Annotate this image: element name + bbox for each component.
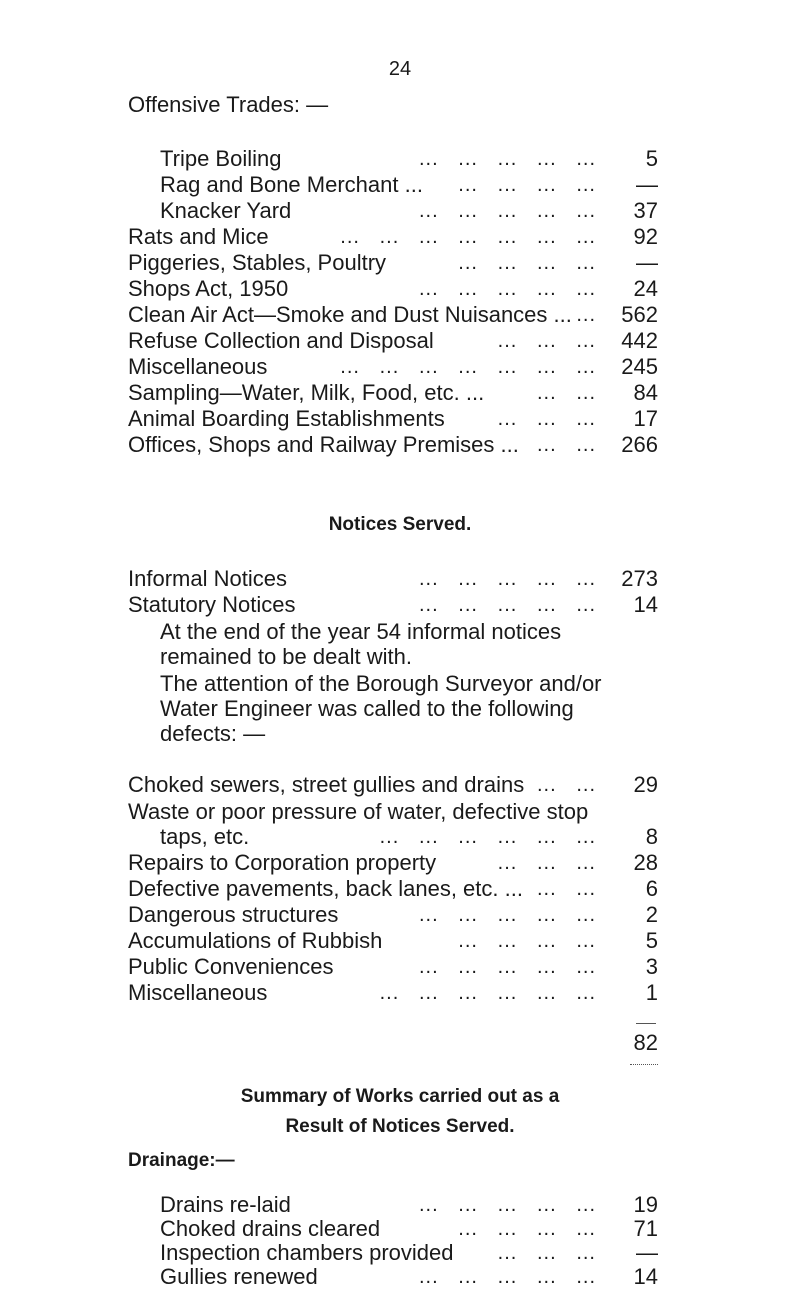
- total-rule-top: [636, 1023, 656, 1024]
- item-value: 5: [645, 928, 658, 953]
- item-value: 84: [633, 380, 658, 405]
- leader-dots: ... ... ...: [497, 330, 596, 352]
- page-number: 24: [388, 58, 412, 80]
- leader-dots: ... ... ... ... ...: [418, 200, 596, 222]
- item-value: 29: [633, 772, 658, 797]
- item-value: 71: [633, 1216, 658, 1241]
- waste-line: Waste or poor pressure of water, defective stop: [128, 799, 589, 824]
- item-value: 92: [633, 224, 658, 249]
- item-value: 442: [621, 328, 658, 353]
- leader-dots: ... ... ... ... ... ...: [379, 982, 596, 1004]
- item-label: Informal Notices: [128, 566, 287, 591]
- item-label: Inspection chambers provided: [160, 1240, 454, 1265]
- summary-title-line2: Result of Notices Served.: [285, 1116, 515, 1137]
- list-item: [128, 590, 658, 620]
- item-label: Offices, Shops and Railway Premises ...: [128, 432, 519, 457]
- leader-dots: ... ... ... ... ... ... ...: [340, 226, 596, 248]
- item-label: Drains re-laid: [160, 1192, 291, 1217]
- item-label: Choked drains cleared: [160, 1216, 381, 1241]
- attention-paragraph: The attention of the Borough Surveyor and/or Water Engineer was called to the following defects: —: [160, 671, 602, 746]
- item-label: Dangerous structures: [128, 902, 339, 927]
- list-item: [160, 1262, 658, 1292]
- drainage-heading: Drainage:—: [128, 1150, 235, 1171]
- item-value: 19: [633, 1192, 658, 1217]
- item-value: —: [636, 250, 658, 275]
- leader-dots: ... ... ...: [497, 852, 596, 874]
- leader-dots: ... ... ...: [497, 408, 596, 430]
- item-value: —: [636, 172, 658, 197]
- item-value: 273: [621, 566, 658, 591]
- item-value: 2: [645, 902, 658, 927]
- leader-dots: ... ... ... ... ...: [418, 278, 596, 300]
- item-value: 17: [633, 406, 658, 431]
- item-label: Sampling—Water, Milk, Food, etc. ...: [128, 380, 485, 405]
- item-label: Knacker Yard: [160, 198, 292, 223]
- leader-dots: ... ... ... ... ... ...: [379, 826, 596, 848]
- total-value: 82: [633, 1030, 658, 1055]
- item-value: 266: [621, 432, 658, 457]
- leader-dots: ... ... ... ... ... ... ...: [340, 356, 596, 378]
- item-label: Tripe Boiling: [160, 146, 282, 171]
- item-label: Shops Act, 1950: [128, 276, 289, 301]
- leader-dots: ... ... ... ... ...: [418, 148, 596, 170]
- item-label: Piggeries, Stables, Poultry: [128, 250, 387, 275]
- notices-title: Notices Served.: [328, 514, 472, 535]
- leader-dots: ... ...: [536, 878, 596, 900]
- item-label: Choked sewers, street gullies and drains: [128, 772, 525, 797]
- item-value: 6: [645, 876, 658, 901]
- leader-dots: ... ... ... ...: [458, 1218, 596, 1240]
- item-label: Statutory Notices: [128, 592, 296, 617]
- item-label: Refuse Collection and Disposal: [128, 328, 434, 353]
- item-value: 14: [633, 1264, 658, 1289]
- item-value: —: [636, 1240, 658, 1265]
- leader-dots: ... ... ... ...: [458, 930, 596, 952]
- leader-dots: ... ...: [536, 774, 596, 796]
- item-value: 245: [621, 354, 658, 379]
- item-label: Rag and Bone Merchant ...: [160, 172, 423, 197]
- leader-dots: ... ... ... ... ...: [418, 1194, 596, 1216]
- leader-dots: ... ... ... ... ...: [418, 594, 596, 616]
- item-value: 5: [645, 146, 658, 171]
- summary-title-line1: Summary of Works carried out as a: [240, 1086, 560, 1107]
- item-value: 14: [633, 592, 658, 617]
- offensive-trades-heading: Offensive Trades: —: [128, 92, 329, 117]
- item-value: 37: [633, 198, 658, 223]
- item-value: 24: [633, 276, 658, 301]
- item-label: Clean Air Act—Smoke and Dust Nuisances ...: [128, 302, 572, 327]
- total-rule-bottom: [630, 1064, 658, 1065]
- item-value: 28: [633, 850, 658, 875]
- leader-dots: ... ... ... ...: [458, 174, 596, 196]
- list-item: [128, 770, 658, 800]
- item-label: Animal Boarding Establishments: [128, 406, 445, 431]
- item-label: taps, etc.: [160, 824, 250, 849]
- leader-dots: ...: [576, 304, 596, 326]
- item-value: 1: [645, 980, 658, 1005]
- item-label: Miscellaneous: [128, 980, 268, 1005]
- informal-notices-paragraph: At the end of the year 54 informal notices remained to be dealt with.: [160, 619, 562, 669]
- item-label: Repairs to Corporation property: [128, 850, 437, 875]
- item-label: Rats and Mice: [128, 224, 269, 249]
- leader-dots: ... ...: [536, 434, 596, 456]
- leader-dots: ... ...: [536, 382, 596, 404]
- list-item: [128, 978, 658, 1008]
- leader-dots: ... ... ... ... ...: [418, 904, 596, 926]
- leader-dots: ... ... ... ... ...: [418, 1266, 596, 1288]
- leader-dots: ... ... ... ... ...: [418, 568, 596, 590]
- item-label: Defective pavements, back lanes, etc. ...: [128, 876, 523, 901]
- leader-dots: ... ... ... ... ...: [418, 956, 596, 978]
- leader-dots: ... ... ...: [497, 1242, 596, 1264]
- item-value: 8: [645, 824, 658, 849]
- item-value: 562: [621, 302, 658, 327]
- item-label: Miscellaneous: [128, 354, 268, 379]
- leader-dots: ... ... ... ...: [458, 252, 596, 274]
- item-value: 3: [645, 954, 658, 979]
- item-label: Gullies renewed: [160, 1264, 318, 1289]
- list-item: [128, 430, 658, 460]
- total-row: [128, 1028, 658, 1058]
- item-label: Accumulations of Rubbish: [128, 928, 383, 953]
- item-label: Public Conveniences: [128, 954, 334, 979]
